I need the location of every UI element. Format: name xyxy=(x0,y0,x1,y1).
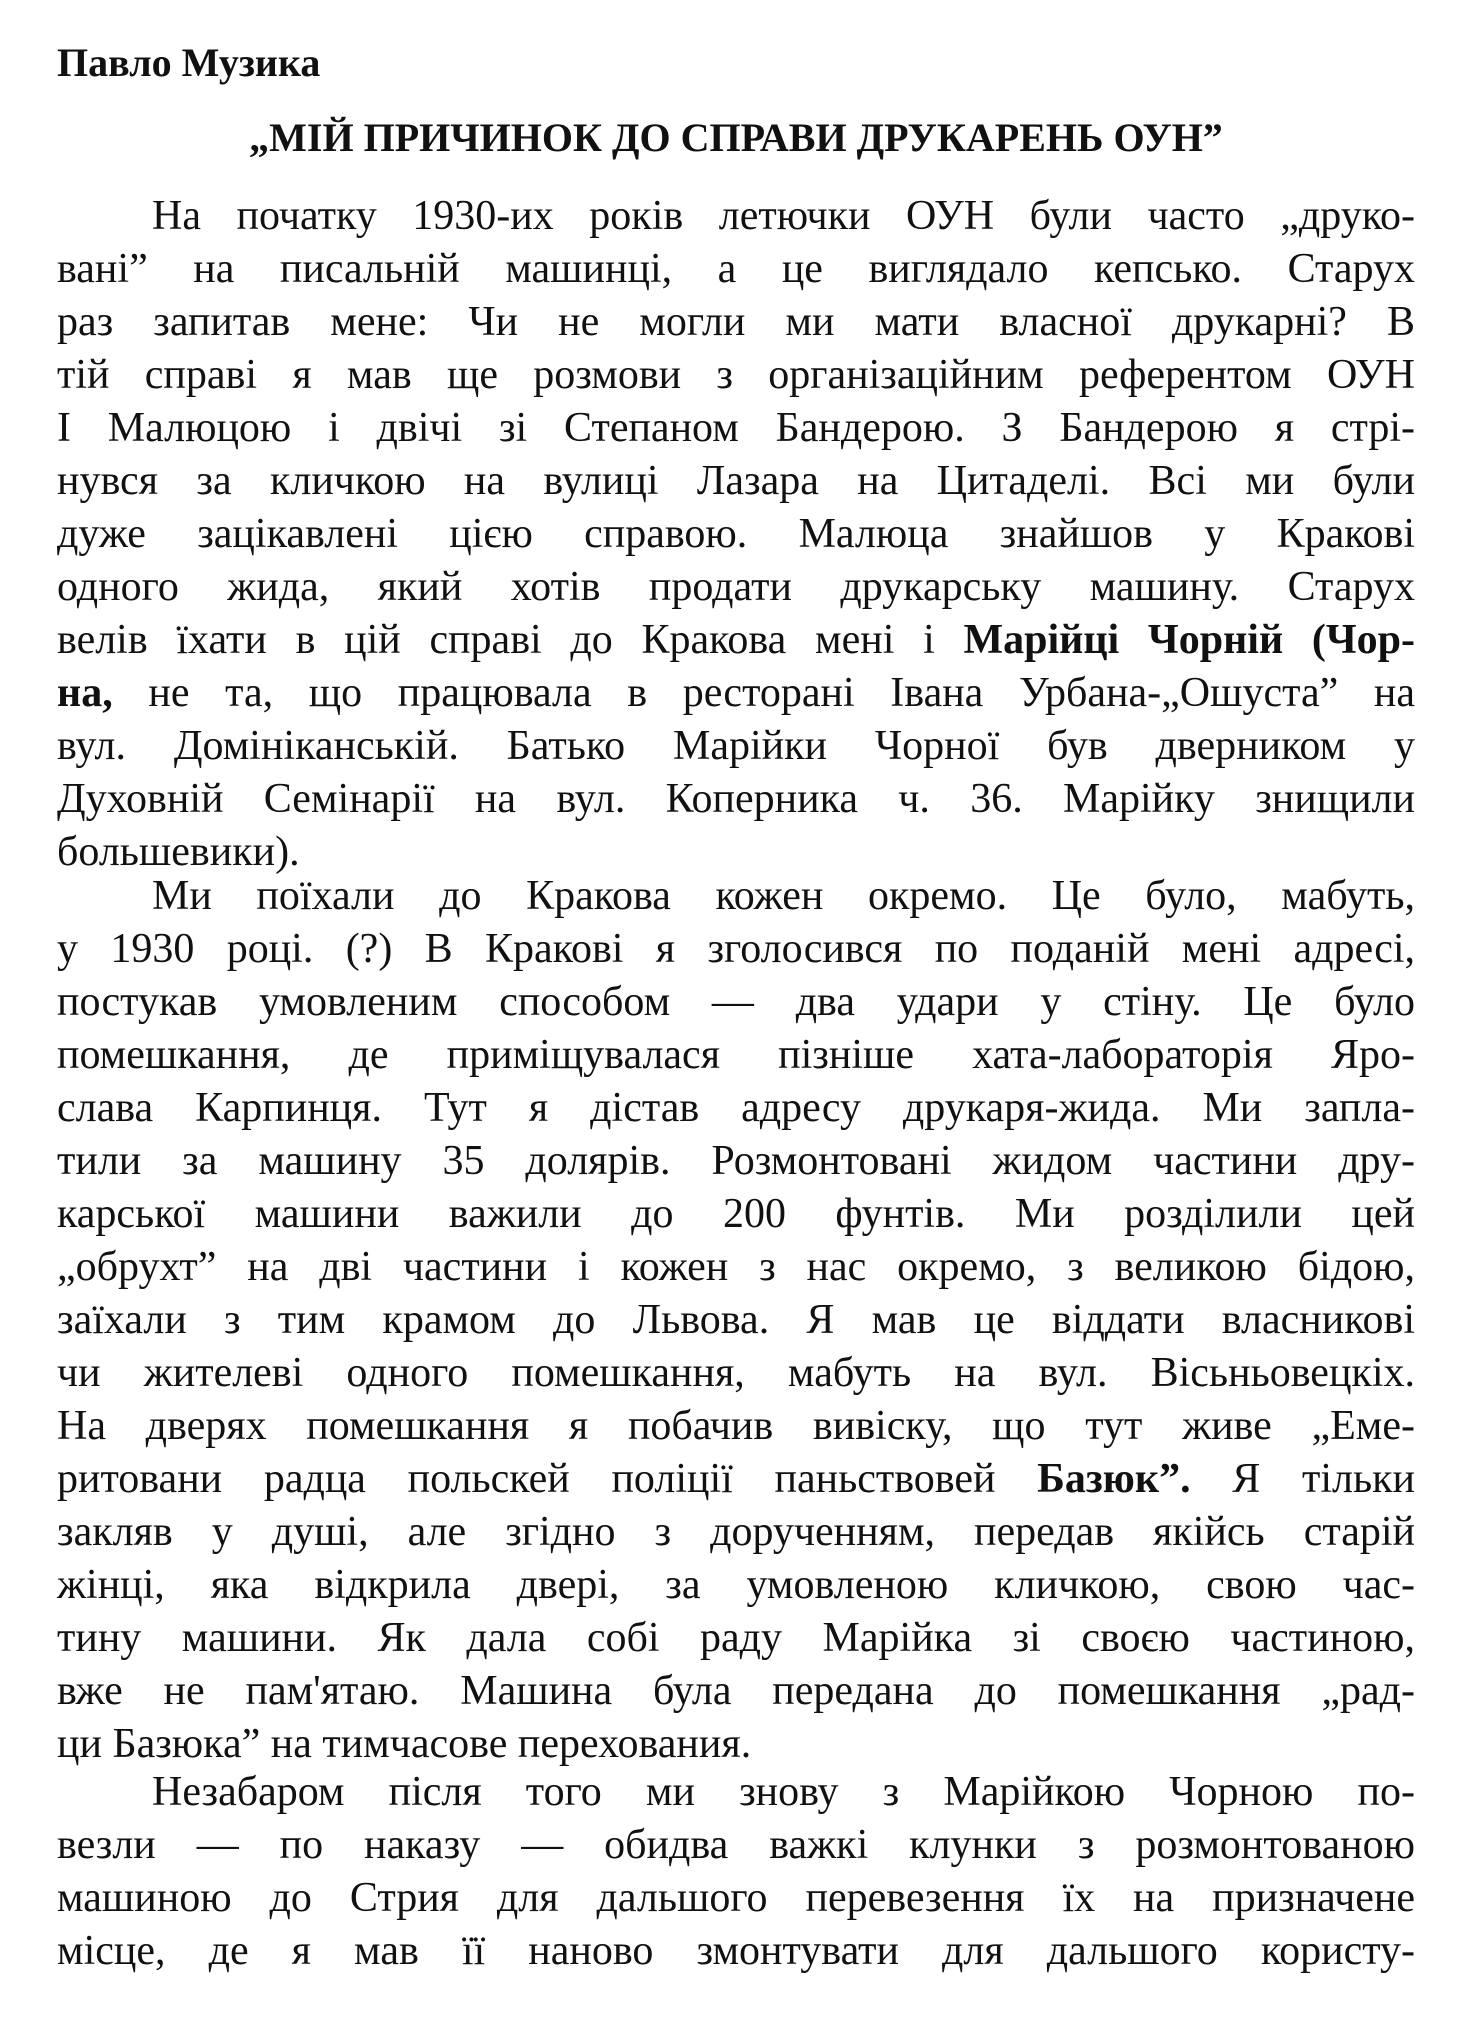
text-line xyxy=(57,1665,1415,1718)
text-segment: большевики). xyxy=(57,829,300,875)
text-line xyxy=(57,1400,1415,1453)
text-segment: помешкання, де приміщувалася пізніше хата-лабораторія Яро- xyxy=(57,1032,1415,1078)
text-segment: Духовній Семінарії на вул. Коперника ч. 36. Марійку знищили xyxy=(57,776,1415,822)
text-segment: нувся за кличкою на вулиці Лазара на Цитаделі. Всі ми були xyxy=(57,458,1415,504)
text-line xyxy=(57,296,1415,349)
text-line xyxy=(57,1453,1415,1506)
text-segment: вані” на писальній машинці, а це виглядало кепсько. Старух xyxy=(57,246,1415,292)
text-line xyxy=(57,1718,1415,1771)
bold-text: Базюк”. xyxy=(1037,1456,1191,1502)
text-line xyxy=(57,455,1415,508)
text-segment: раз запитав мене: Чи не могли ми мати власної друкарні? В xyxy=(57,299,1415,345)
text-line xyxy=(57,508,1415,561)
text-line xyxy=(57,243,1415,296)
text-line xyxy=(57,773,1415,826)
text-segment: одного жида, який хотів продати друкарську машину. Старух xyxy=(57,564,1415,610)
text-line xyxy=(57,1082,1415,1135)
text-segment: На дверях помешкання я побачив вивіску, що тут живе „Еме- xyxy=(57,1403,1415,1449)
paragraph-1 xyxy=(57,190,1415,879)
paragraph-2 xyxy=(57,870,1415,1771)
text-line xyxy=(57,1819,1415,1872)
text-segment: І Малюцою і двічі зі Степаном Бандерою. З Бандерою я стрі- xyxy=(57,405,1415,451)
bold-text: на, xyxy=(57,670,113,716)
bold-text: Марійці Чорній (Чор- xyxy=(963,617,1415,663)
text-segment: постукав умовленим способом — два удари у стіну. Це було xyxy=(57,979,1415,1025)
text-segment: вже не пам'ятаю. Машина була передана до помешкання „рад- xyxy=(57,1668,1415,1714)
text-line xyxy=(57,614,1415,667)
text-line xyxy=(57,976,1415,1029)
text-segment: ритовани радца польскей поліції паньствовей xyxy=(57,1456,1038,1502)
text-line xyxy=(57,190,1415,243)
text-segment: у 1930 році. (?) В Кракові я зголосився по поданій мені адресі, xyxy=(57,926,1415,972)
text-segment: На початку 1930-их років летючки ОУН були часто „друко- xyxy=(152,193,1415,239)
text-line xyxy=(57,667,1415,720)
text-segment: тій справі я мав ще розмови з організаційним референтом ОУН xyxy=(57,352,1415,398)
text-segment: вул. Домініканській. Батько Марійки Чорної був дверником у xyxy=(57,723,1415,769)
text-segment: тили за машину 35 долярів. Розмонтовані жидом частини дру- xyxy=(57,1138,1415,1184)
text-segment: везли — по наказу — обидва важкі клунки з розмонтованою xyxy=(57,1822,1415,1868)
text-line xyxy=(57,923,1415,976)
text-line xyxy=(57,1506,1415,1559)
text-segment: ци Базюка” на тимчасове перехования. xyxy=(57,1721,752,1767)
text-line xyxy=(57,870,1415,923)
text-line xyxy=(57,1241,1415,1294)
text-line xyxy=(57,720,1415,773)
text-line xyxy=(57,561,1415,614)
text-segment: закляв у душі, але згідно з дорученням, передав якійсь старій xyxy=(57,1509,1415,1555)
text-line xyxy=(57,1872,1415,1925)
text-line xyxy=(57,349,1415,402)
text-line xyxy=(57,1294,1415,1347)
text-line xyxy=(57,1347,1415,1400)
text-line xyxy=(57,1135,1415,1188)
text-line xyxy=(57,1559,1415,1612)
article-title: „МІЙ ПРИЧИНОК ДО СПРАВИ ДРУКАРЕНЬ ОУН” xyxy=(249,115,1223,160)
text-segment: слава Карпинця. Тут я дістав адресу друкаря-жида. Ми запла- xyxy=(57,1085,1415,1131)
text-line xyxy=(57,1925,1415,1978)
text-segment: карської машини важили до 200 фунтів. Ми розділили цей xyxy=(57,1191,1415,1237)
text-segment: заїхали з тим крамом до Львова. Я мав це віддати власникові xyxy=(57,1297,1415,1343)
text-segment: не та, що працювала в ресторані Івана Урбана-„Ошуста” на xyxy=(112,670,1415,716)
text-segment: чи жителеві одного помешкання, мабуть на вул. Вісьньовецкіх. xyxy=(57,1350,1415,1396)
text-segment: тину машини. Як дала собі раду Марійка зі своєю частиною, xyxy=(57,1615,1415,1661)
text-line xyxy=(57,1029,1415,1082)
text-segment: Я тільки xyxy=(1190,1456,1415,1502)
text-segment: велів їхати в цій справі до Кракова мені і xyxy=(57,617,964,663)
text-segment: жінці, яка відкрила двері, за умовленою кличкою, свою час- xyxy=(57,1562,1415,1608)
text-line xyxy=(57,1766,1415,1819)
text-line xyxy=(57,402,1415,455)
text-segment: Ми поїхали до Кракова кожен окремо. Це було, мабуть, xyxy=(152,873,1415,919)
text-line xyxy=(57,1612,1415,1665)
text-segment: дуже зацікавлені цією справою. Малюца знайшов у Кракові xyxy=(57,511,1415,557)
text-line xyxy=(57,1188,1415,1241)
author-name: Павло Музика xyxy=(57,40,321,85)
text-segment: машиною до Стрия для дальшого перевезення їх на призначене xyxy=(57,1875,1415,1921)
text-segment: Незабаром після того ми знову з Марійкою Чорною по- xyxy=(152,1769,1415,1815)
text-segment: місце, де я мав її наново змонтувати для дальшого користу- xyxy=(57,1928,1415,1974)
paragraph-3 xyxy=(57,1766,1415,1978)
text-segment: „обрухт” на дві частини і кожен з нас окремо, з великою бідою, xyxy=(57,1244,1415,1290)
